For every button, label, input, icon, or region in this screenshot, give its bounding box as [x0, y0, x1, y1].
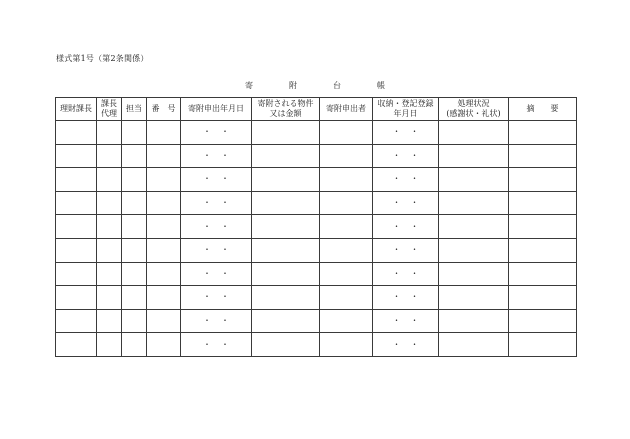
cell-donor — [320, 121, 373, 145]
cell-remarks — [509, 121, 577, 145]
date-placeholder: ・・ — [203, 245, 239, 255]
table-row — [56, 309, 577, 333]
cell-donor — [320, 215, 373, 239]
cell-receipt-date — [373, 333, 439, 357]
cell-finance-manager — [56, 286, 97, 310]
cell-deputy-manager — [97, 238, 122, 262]
header-donor: 寄附申出者 — [320, 98, 373, 121]
cell-finance-manager — [56, 168, 97, 192]
date-placeholder: ・・ — [392, 245, 429, 255]
cell-application-date — [181, 168, 252, 192]
date-placeholder: ・・ — [392, 339, 429, 349]
cell-application-date — [181, 262, 252, 286]
cell-number — [147, 144, 181, 168]
date-placeholder: ・・ — [203, 316, 239, 326]
cell-deputy-manager — [97, 144, 122, 168]
date-placeholder: ・・ — [392, 268, 429, 278]
header-receipt-date: 収納・登記登録 年月日 — [373, 98, 439, 121]
cell-processing-status — [439, 121, 509, 145]
cell-remarks — [509, 168, 577, 192]
table-row — [56, 191, 577, 215]
cell-remarks — [509, 144, 577, 168]
cell-application-date — [181, 333, 252, 357]
header-application-date: 寄附申出年月日 — [181, 98, 252, 121]
date-placeholder: ・・ — [392, 292, 429, 302]
cell-staff — [122, 333, 147, 357]
header-finance-manager: 理財課長 — [56, 98, 97, 121]
cell-donated-item — [252, 144, 320, 168]
cell-staff — [122, 215, 147, 239]
cell-deputy-manager — [97, 262, 122, 286]
cell-donated-item — [252, 333, 320, 357]
cell-processing-status — [439, 309, 509, 333]
cell-number — [147, 238, 181, 262]
cell-remarks — [509, 215, 577, 239]
cell-finance-manager — [56, 333, 97, 357]
ledger-title — [245, 80, 385, 91]
date-placeholder: ・・ — [392, 174, 429, 184]
date-placeholder: ・・ — [203, 174, 239, 184]
header-staff: 担当 — [122, 98, 147, 121]
cell-receipt-date — [373, 309, 439, 333]
cell-processing-status — [439, 168, 509, 192]
cell-donated-item — [252, 309, 320, 333]
cell-finance-manager — [56, 238, 97, 262]
cell-number — [147, 191, 181, 215]
header-deputy-manager: 課長 代理 — [97, 98, 122, 121]
cell-remarks — [509, 286, 577, 310]
cell-deputy-manager — [97, 286, 122, 310]
cell-receipt-date — [373, 238, 439, 262]
cell-application-date — [181, 309, 252, 333]
cell-staff — [122, 286, 147, 310]
cell-donor — [320, 333, 373, 357]
cell-staff — [122, 238, 147, 262]
cell-finance-manager — [56, 215, 97, 239]
cell-number — [147, 168, 181, 192]
cell-application-date — [181, 121, 252, 145]
cell-receipt-date — [373, 144, 439, 168]
cell-receipt-date — [373, 191, 439, 215]
cell-application-date — [181, 144, 252, 168]
header-remarks: 摘 要 — [509, 98, 577, 121]
cell-remarks — [509, 309, 577, 333]
cell-processing-status — [439, 144, 509, 168]
cell-application-date — [181, 191, 252, 215]
table-row — [56, 168, 577, 192]
table-row — [56, 121, 577, 145]
date-placeholder: ・・ — [392, 221, 429, 231]
date-placeholder: ・・ — [203, 221, 239, 231]
date-placeholder: ・・ — [203, 198, 239, 208]
date-placeholder: ・・ — [392, 316, 429, 326]
cell-staff — [122, 168, 147, 192]
cell-donor — [320, 144, 373, 168]
cell-receipt-date — [373, 168, 439, 192]
cell-processing-status — [439, 286, 509, 310]
cell-deputy-manager — [97, 121, 122, 145]
cell-staff — [122, 309, 147, 333]
table-row — [56, 238, 577, 262]
cell-staff — [122, 144, 147, 168]
cell-donated-item — [252, 191, 320, 215]
date-placeholder: ・・ — [392, 127, 429, 137]
donation-ledger-table — [55, 97, 577, 357]
date-placeholder: ・・ — [203, 268, 239, 278]
cell-number — [147, 121, 181, 145]
header-processing-status: 処理状況 (感謝状・礼状) — [439, 98, 509, 121]
cell-staff — [122, 262, 147, 286]
date-placeholder: ・・ — [392, 150, 429, 160]
cell-application-date — [181, 238, 252, 262]
cell-donated-item — [252, 262, 320, 286]
cell-donor — [320, 309, 373, 333]
cell-staff — [122, 191, 147, 215]
cell-donated-item — [252, 286, 320, 310]
cell-donated-item — [252, 215, 320, 239]
cell-deputy-manager — [97, 168, 122, 192]
table-row — [56, 144, 577, 168]
cell-processing-status — [439, 238, 509, 262]
cell-receipt-date — [373, 262, 439, 286]
date-placeholder: ・・ — [203, 339, 239, 349]
date-placeholder: ・・ — [203, 150, 239, 160]
cell-application-date — [181, 215, 252, 239]
date-placeholder: ・・ — [203, 292, 239, 302]
cell-receipt-date — [373, 286, 439, 310]
cell-donor — [320, 238, 373, 262]
cell-deputy-manager — [97, 333, 122, 357]
date-placeholder: ・・ — [392, 198, 429, 208]
form-number: 様式第1号（第2条関係） — [56, 54, 149, 63]
cell-number — [147, 333, 181, 357]
cell-remarks — [509, 333, 577, 357]
cell-processing-status — [439, 262, 509, 286]
header-row — [56, 98, 577, 121]
cell-remarks — [509, 238, 577, 262]
cell-receipt-date — [373, 215, 439, 239]
cell-remarks — [509, 262, 577, 286]
cell-donor — [320, 191, 373, 215]
cell-staff — [122, 121, 147, 145]
title-char: 寄 — [245, 81, 253, 90]
cell-donor — [320, 168, 373, 192]
cell-number — [147, 215, 181, 239]
title-char: 帳 — [377, 81, 385, 90]
header-number: 番 号 — [147, 98, 181, 121]
header-donated-item: 寄附される物件 又は金額 — [252, 98, 320, 121]
cell-processing-status — [439, 215, 509, 239]
cell-donor — [320, 286, 373, 310]
table-row — [56, 286, 577, 310]
cell-finance-manager — [56, 144, 97, 168]
cell-finance-manager — [56, 309, 97, 333]
cell-donated-item — [252, 168, 320, 192]
cell-deputy-manager — [97, 215, 122, 239]
cell-finance-manager — [56, 191, 97, 215]
cell-receipt-date — [373, 121, 439, 145]
cell-finance-manager — [56, 262, 97, 286]
cell-processing-status — [439, 333, 509, 357]
cell-finance-manager — [56, 121, 97, 145]
table-row — [56, 262, 577, 286]
cell-deputy-manager — [97, 191, 122, 215]
cell-number — [147, 286, 181, 310]
cell-application-date — [181, 286, 252, 310]
cell-remarks — [509, 191, 577, 215]
title-char: 台 — [333, 81, 341, 90]
cell-deputy-manager — [97, 309, 122, 333]
cell-donated-item — [252, 121, 320, 145]
cell-processing-status — [439, 191, 509, 215]
cell-number — [147, 309, 181, 333]
cell-donor — [320, 262, 373, 286]
cell-number — [147, 262, 181, 286]
title-char: 附 — [289, 81, 297, 90]
date-placeholder: ・・ — [203, 127, 239, 137]
table-row — [56, 215, 577, 239]
cell-donated-item — [252, 238, 320, 262]
table-row — [56, 333, 577, 357]
